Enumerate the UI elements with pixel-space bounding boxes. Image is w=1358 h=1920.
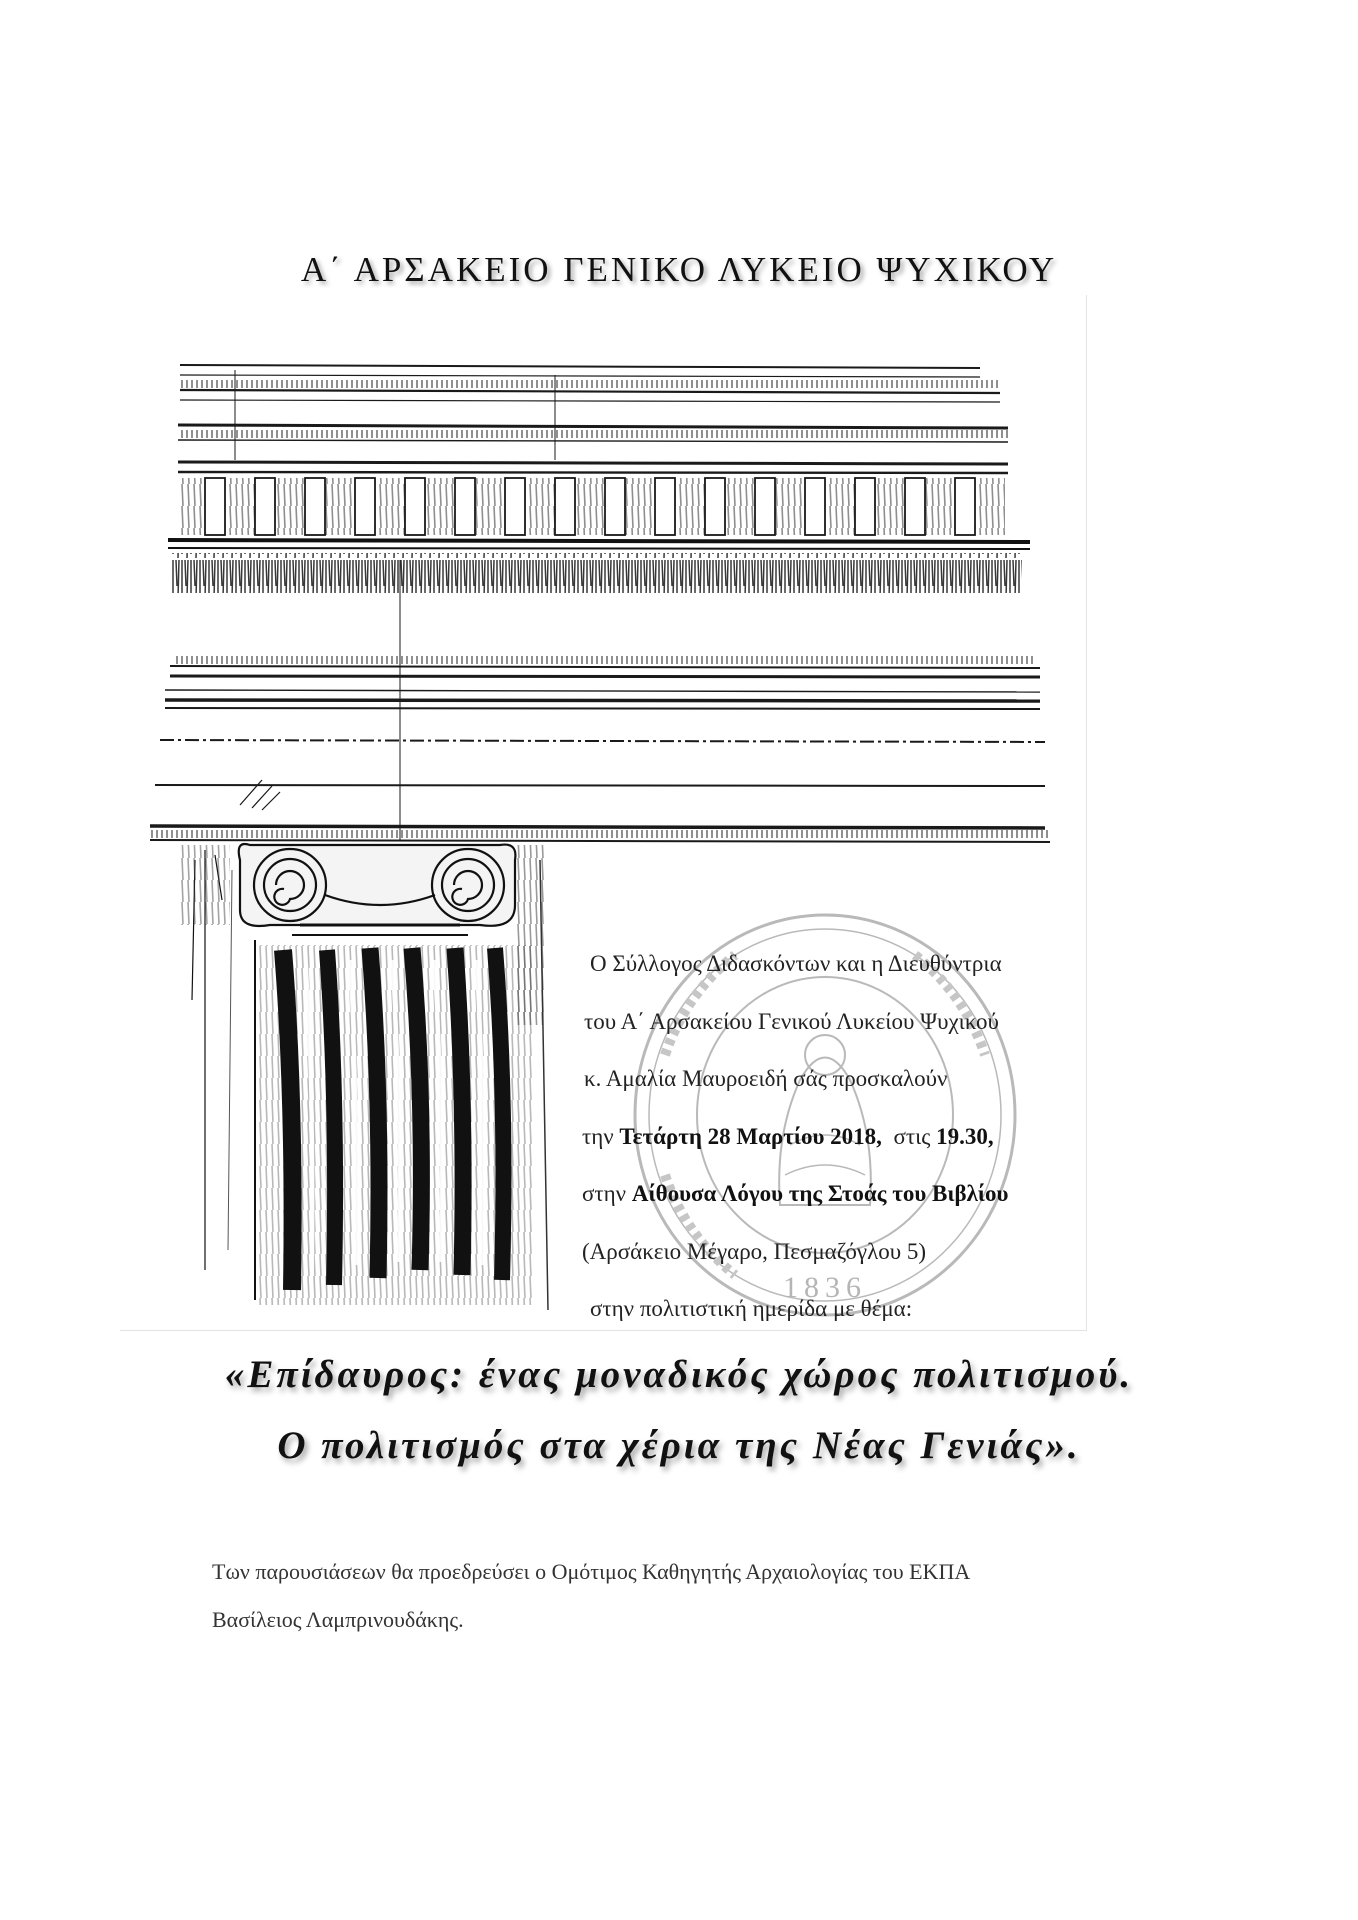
invitation-text-segment: στην: [582, 1181, 632, 1206]
invitation-date-line: [560, 1108, 1150, 1166]
invitation-text-segment: στις: [881, 1123, 937, 1149]
invitation-text-segment: την: [582, 1123, 620, 1149]
event-topic-line-1: «Επίδαυρος: ένας μοναδικός χώρος πολιτισμού.: [224, 1353, 1134, 1396]
invitation-line: στην πολιτιστική ημερίδα με θέμα:: [590, 1296, 913, 1321]
invitation-line: του Α΄ Αρσακείου Γενικού Λυκείου Ψυχικού: [584, 1008, 999, 1034]
invitation-line: κ. Αμαλία Μαυροειδή σάς προσκαλούν: [584, 1066, 948, 1091]
seal-year: 1836: [783, 1271, 867, 1304]
event-date: Τετάρτη 28 Μαρτίου 2018,: [619, 1123, 882, 1149]
footer-chair-name: Βασίλειος Λαμπρινουδάκης.: [212, 1607, 464, 1632]
footer-line: Των παρουσιάσεων θα προεδρεύσει ο Ομότιμος Καθηγητής Αρχαιολογίας του ΕΚΠΑ: [212, 1559, 971, 1584]
invitation-venue-line: [560, 1165, 1150, 1223]
event-time: 19.30,: [936, 1123, 994, 1149]
venue-address: (Αρσάκειο Μέγαρο, Πεσμαζόγλου 5): [582, 1238, 927, 1264]
school-title: Α΄ ΑΡΣΑΚΕΙΟ ΓΕΝΙΚΟ ΛΥΚΕΙΟ ΨΥΧΙΚΟΥ: [300, 250, 1058, 289]
event-topic-line-2: Ο πολιτισμός στα χέρια της Νέας Γενιάς».: [277, 1424, 1081, 1467]
invitation-text: [560, 935, 1150, 1338]
event-venue: Αίθουσα Λόγου της Στοάς του Βιβλίου: [631, 1181, 1009, 1206]
footer-note: [212, 1548, 1212, 1644]
invitation-line: Ο Σύλλογος Διδασκόντων και η Διευθύντρια: [590, 951, 1002, 976]
